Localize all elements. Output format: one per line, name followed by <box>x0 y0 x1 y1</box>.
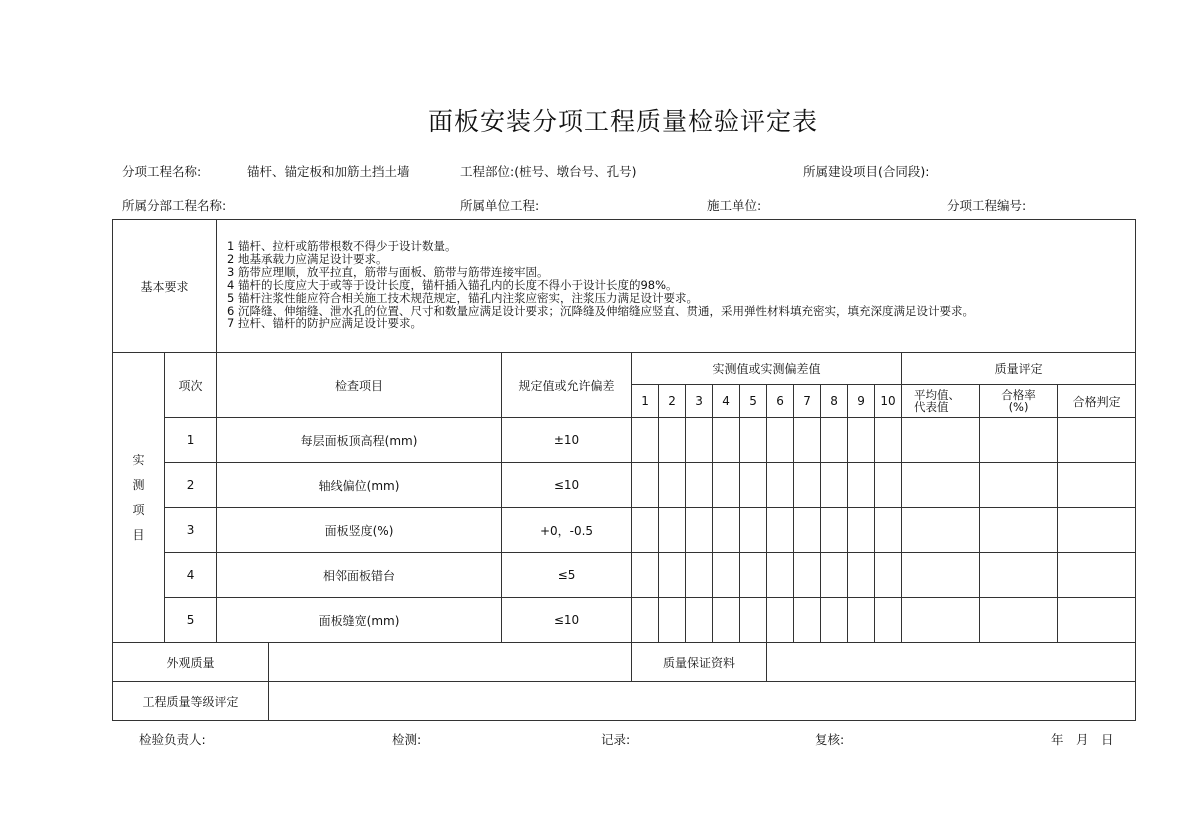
row-index: 5 <box>165 598 217 643</box>
appearance-quality-field[interactable] <box>269 643 632 682</box>
tester-label: 检测: <box>392 732 422 747</box>
requirement-item: 7 拉杆、锚杆的防护应满足设计要求。 <box>227 316 422 331</box>
row-item: 相邻面板错台 <box>217 553 502 598</box>
requirement-item: 3 筋带应理顺，放平拉直，筋带与面板、筋带与筋带连接牢固。 <box>227 264 549 279</box>
col-index-header: 项次 <box>165 353 217 418</box>
row-spec: ≤10 <box>502 463 632 508</box>
value-col-header: 4 <box>713 385 740 418</box>
row-spec: ±10 <box>502 418 632 463</box>
recorder-label: 记录: <box>601 732 631 747</box>
value-col-header: 10 <box>875 385 902 418</box>
col-rate-header: 合格率 (%) <box>980 385 1058 418</box>
requirement-item: 2 地基承载力应满足设计要求。 <box>227 251 388 266</box>
subitem-name-label: 分项工程名称: <box>122 164 202 179</box>
col-spec-header: 规定值或允许偏差 <box>502 353 632 418</box>
value-col-header: 1 <box>632 385 659 418</box>
qa-docs-field[interactable] <box>767 643 1136 682</box>
value-col-header: 3 <box>686 385 713 418</box>
row-spec: +0，-0.5 <box>502 508 632 553</box>
col-avg-header: 平均值、 代表值 <box>902 385 980 418</box>
row-index: 4 <box>165 553 217 598</box>
col-judge-header: 合格判定 <box>1058 385 1136 418</box>
subitem-code-label: 分项工程编号: <box>947 198 1027 213</box>
measured-section-label: 实 测 项 目 <box>113 353 165 643</box>
project-label: 所属建设项目(合同段): <box>803 164 930 179</box>
inspector-label: 检验负责人: <box>139 732 206 747</box>
table-row <box>113 418 1136 463</box>
table-row <box>113 463 1136 508</box>
value-col-header: 5 <box>740 385 767 418</box>
reviewer-label: 复核: <box>815 732 845 747</box>
requirement-item: 4 锚杆的长度应大于或等于设计长度，锚杆插入锚孔内的长度不得小于设计长度的98%。 <box>227 277 678 292</box>
row-item: 面板竖度(%) <box>217 508 502 553</box>
row-index: 2 <box>165 463 217 508</box>
value-col-header: 9 <box>848 385 875 418</box>
basic-requirements-label: 基本要求 <box>113 220 217 353</box>
requirement-item: 1 锚杆、拉杆或筋带根数不得少于设计数量。 <box>227 239 457 253</box>
qa-docs-label: 质量保证资料 <box>632 643 767 682</box>
col-quality-header: 质量评定 <box>902 353 1136 385</box>
date-label: 年 月 日 <box>1051 732 1114 747</box>
value-col-header: 2 <box>659 385 686 418</box>
table-row <box>113 508 1136 553</box>
unit-label: 所属单位工程: <box>460 198 540 213</box>
page-title: 面板安装分项工程质量检验评定表 <box>427 107 818 136</box>
value-col-header: 6 <box>767 385 794 418</box>
requirement-item: 6 沉降缝、伸缩缝、泄水孔的位置、尺寸和数量应满足设计要求；沉降缝及伸缩缝应竖直、贯通，采用弹性材料填充密实，填充深度满足设计要求。 <box>227 303 974 318</box>
col-values-header: 实测值或实测偏差值 <box>632 353 902 385</box>
subitem-name-value: 锚杆、锚定板和加筋土挡土墙 <box>247 164 410 179</box>
division-label: 所属分部工程名称: <box>122 198 227 213</box>
location-label: 工程部位:(桩号、墩台号、孔号) <box>460 164 637 179</box>
requirement-item: 5 锚杆注浆性能应符合相关施工技术规范规定，锚孔内注浆应密实，注浆压力满足设计要求。 <box>227 290 698 305</box>
col-item-header: 检查项目 <box>217 353 502 418</box>
value-col-header: 7 <box>794 385 821 418</box>
inspection-form-table <box>112 219 1136 721</box>
row-spec: ≤5 <box>502 553 632 598</box>
quality-grade-field[interactable] <box>269 682 1136 721</box>
value-col-header: 8 <box>821 385 848 418</box>
appearance-quality-label: 外观质量 <box>113 643 269 682</box>
table-row <box>113 553 1136 598</box>
row-index: 1 <box>165 418 217 463</box>
quality-grade-label: 工程质量等级评定 <box>113 682 269 721</box>
row-spec: ≤10 <box>502 598 632 643</box>
row-item: 面板缝宽(mm) <box>217 598 502 643</box>
row-index: 3 <box>165 508 217 553</box>
basic-requirements-text <box>217 220 1136 353</box>
contractor-label: 施工单位: <box>707 198 762 213</box>
row-item: 每层面板顶高程(mm) <box>217 418 502 463</box>
row-item: 轴线偏位(mm) <box>217 463 502 508</box>
table-row <box>113 598 1136 643</box>
